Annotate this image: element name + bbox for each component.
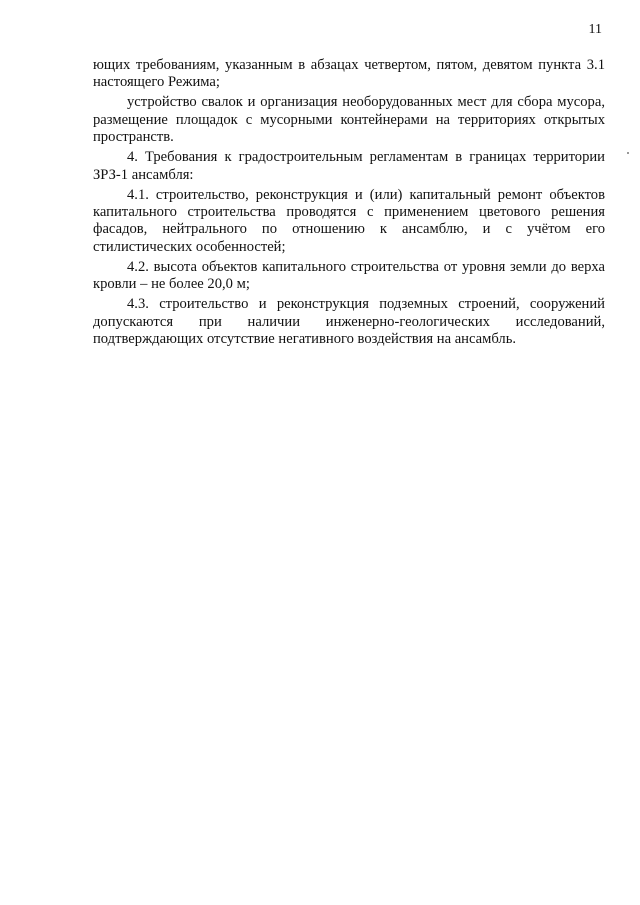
paragraph-4-2: 4.2. высота объектов капитального строительства от уровня земли до верха кровли – не более 20,0 м;: [93, 258, 605, 293]
paragraph-4-3: 4.3. строительство и реконструкция подземных строений, сооружений допускаются при наличии инженерно-геологических исследований, подтверждающих отсутствие негативного воздействия на ансамбль.: [93, 296, 605, 348]
page-number: 11: [588, 22, 602, 37]
scan-artifact: [627, 152, 629, 154]
paragraph-dumps: устройство свалок и организация необорудованных мест для сбора мусора, размещение площадок с мусорными контейнерами на территориях открытых пространств.: [93, 94, 605, 146]
paragraph-4-1: 4.1. строительство, реконструкция и (или) капитальный ремонт объектов капитального строительства проводятся с применением цветового решения фасадов, нейтрального по отношению к ансамблю, и с учётом его стилистических особенностей;: [93, 186, 605, 255]
paragraph-section-4-heading: 4. Требования к градостроительным регламентам в границах территории ЗРЗ-1 ансамбля:: [93, 149, 605, 183]
document-body: [93, 57, 605, 351]
paragraph-continuation: ющих требованиям, указанным в абзацах четвертом, пятом, девятом пункта 3.1 настоящего Режима;: [93, 57, 605, 91]
